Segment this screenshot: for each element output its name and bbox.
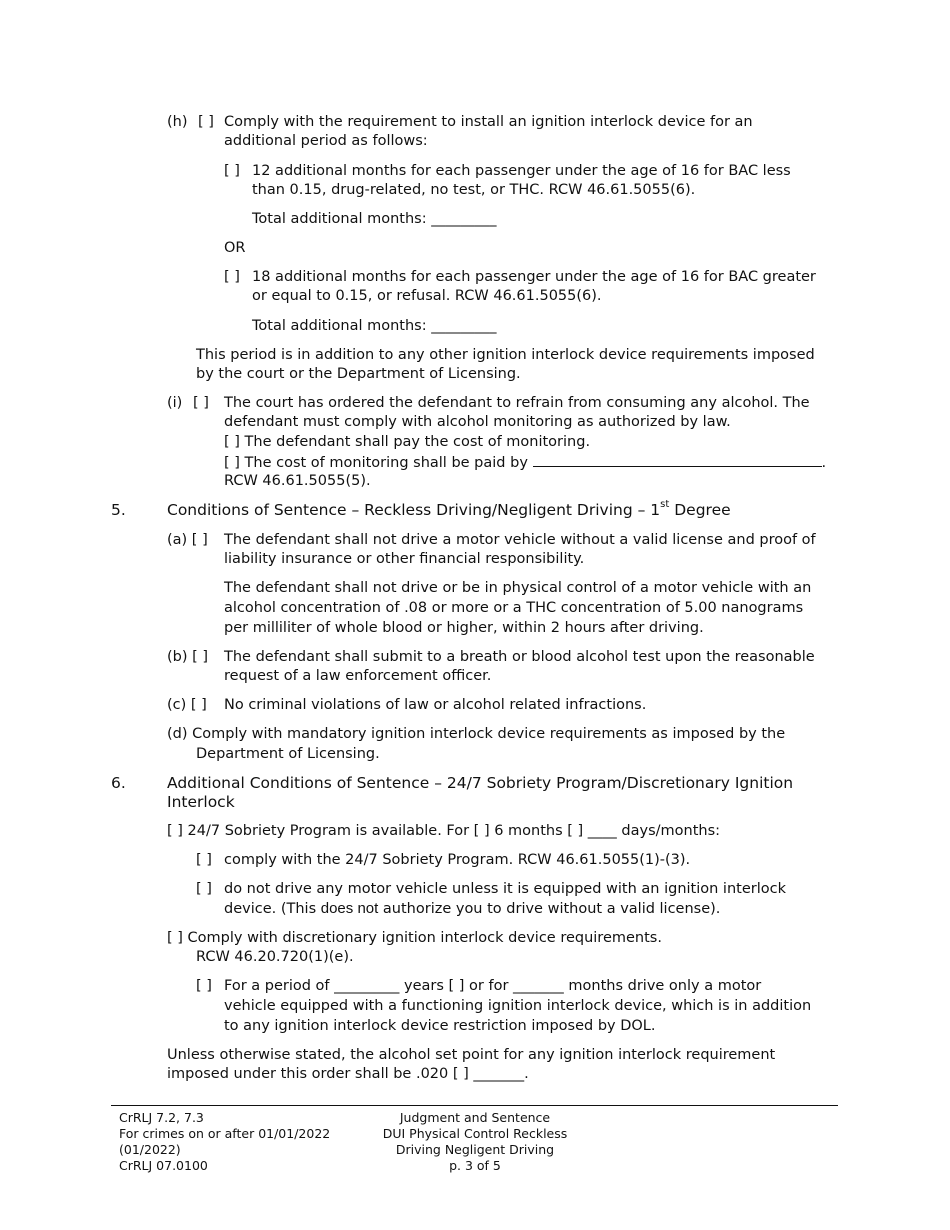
item-i-text-1: The court has ordered the defendant to refrain from consuming any alcohol. The — [224, 395, 810, 411]
section-5b-text-2: request of a law enforcement officer. — [224, 668, 492, 684]
no-drive-text-1: do not drive any motor vehicle unless it is equipped with an ignition interlock — [224, 881, 786, 897]
period-text-3: to any ignition interlock device restriction imposed by DOL. — [224, 1018, 656, 1034]
footer-page-number: p. 3 of 5 — [449, 1158, 501, 1173]
section-5a-text-1: The defendant shall not drive a motor vehicle without a valid license and proof of — [224, 532, 816, 548]
footer-divider — [111, 1105, 838, 1106]
item-i-label: (i) — [167, 395, 183, 411]
section-5-title-text: Conditions of Sentence – Reckless Driving/Negligent Driving – 1 — [167, 501, 661, 519]
footer-doc-title-3: Driving Negligent Driving — [395, 1142, 555, 1157]
item-h-total2: Total additional months: _________ — [252, 318, 497, 334]
no-drive-text-2c: authorize you to drive without a valid license). — [378, 901, 721, 917]
item-i-checkbox[interactable]: [ ] — [193, 395, 209, 411]
footer-left — [119, 1110, 330, 1174]
section-5d-text-1: (d) Comply with mandatory ignition interlock device requirements as imposed by the — [167, 726, 786, 742]
item-h-opt1-checkbox[interactable]: [ ] — [224, 163, 240, 179]
item-h-opt2-text-2: or equal to 0.15, or refusal. RCW 46.61.5055(6). — [252, 288, 602, 304]
section-5-title-end: Degree — [669, 501, 731, 519]
no-drive-text-2b: does not — [320, 900, 379, 917]
footer-revision: (01/2022) — [119, 1142, 181, 1157]
section-5d-text-2: Department of Licensing. — [196, 746, 380, 762]
comply-sobriety-checkbox[interactable]: [ ] — [196, 852, 212, 868]
set-point-text-1: Unless otherwise stated, the alcohol set point for any ignition interlock requirement — [167, 1047, 776, 1063]
no-drive-text-2a: device. (This — [224, 901, 321, 917]
no-drive-text-2 — [224, 899, 720, 919]
item-i-text-2: defendant must comply with alcohol monitoring as authorized by law. — [224, 414, 731, 430]
monitoring-payer-blank[interactable] — [533, 452, 822, 467]
item-i-sub2-end: . — [821, 455, 827, 471]
section-5a-text2-1: The defendant shall not drive or be in physical control of a motor vehicle with an — [224, 580, 812, 596]
item-h-note-1: This period is in addition to any other ignition interlock device requirements imposed — [196, 347, 815, 363]
discretionary-interlock-line[interactable]: [ ] Comply with discretionary ignition interlock device requirements. — [167, 930, 662, 946]
section-5b-label[interactable]: (b) [ ] — [167, 649, 209, 665]
section-5b-text-1: The defendant shall submit to a breath or blood alcohol test upon the reasonable — [224, 649, 815, 665]
item-h-text-2: additional period as follows: — [224, 133, 428, 149]
item-h-opt1-text-1: 12 additional months for each passenger under the age of 16 for BAC less — [252, 163, 791, 179]
footer-applicability: For crimes on or after 01/01/2022 — [119, 1126, 331, 1141]
section-6-title-1: Additional Conditions of Sentence – 24/7 Sobriety Program/Discretionary Ignition — [167, 774, 794, 792]
footer-rule: CrRLJ 7.2, 7.3 — [119, 1110, 204, 1125]
footer-form-number: CrRLJ 07.0100 — [119, 1158, 208, 1173]
discretionary-interlock-rcw: RCW 46.20.720(1)(e). — [196, 949, 354, 965]
period-text-2: vehicle equipped with a functioning ignition interlock device, which is in addition — [224, 998, 812, 1014]
section-5a-label[interactable]: (a) [ ] — [167, 532, 208, 548]
section-5a-text2-3: per milliliter of whole blood or higher, within 2 hours after driving. — [224, 620, 704, 636]
section-5-title — [167, 500, 731, 520]
item-h-text-1: Comply with the requirement to install an ignition interlock device for an — [224, 114, 753, 130]
section-5a-text-2: liability insurance or other financial responsibility. — [224, 551, 585, 567]
item-h-opt1-text-2: than 0.15, drug-related, no test, or THC. RCW 46.61.5055(6). — [252, 182, 696, 198]
section-6-number: 6. — [111, 774, 126, 792]
sobriety-program-line[interactable]: [ ] 24/7 Sobriety Program is available. For [ ] 6 months [ ] ____ days/months: — [167, 823, 721, 839]
section-5a-text2-2: alcohol concentration of .08 or more or a THC concentration of 5.00 nanograms — [224, 600, 804, 616]
footer-center — [370, 1110, 580, 1174]
set-point-text-2[interactable]: imposed under this order shall be .020 [ ] _______. — [167, 1066, 529, 1082]
section-6-title-2: Interlock — [167, 793, 235, 811]
item-h-or: OR — [224, 240, 246, 256]
item-h-opt2-text-1: 18 additional months for each passenger under the age of 16 for BAC greater — [252, 269, 816, 285]
period-checkbox[interactable]: [ ] — [196, 978, 212, 994]
section-5c-text: No criminal violations of law or alcohol related infractions. — [224, 697, 647, 713]
no-drive-checkbox[interactable]: [ ] — [196, 881, 212, 897]
item-h-note-2: by the court or the Department of Licensing. — [196, 366, 521, 382]
item-i-sub2 — [224, 452, 826, 473]
section-5-title-sup: st — [660, 499, 670, 510]
footer-doc-title-1: Judgment and Sentence — [399, 1110, 551, 1125]
item-i-sub1: [ ] The defendant shall pay the cost of monitoring. — [224, 434, 591, 450]
item-i-sub2-text: [ ] The cost of monitoring shall be paid by — [224, 455, 528, 471]
section-5c-label[interactable]: (c) [ ] — [167, 697, 207, 713]
footer-doc-title-2: DUI Physical Control Reckless — [382, 1126, 568, 1141]
section-5-number: 5. — [111, 501, 126, 519]
item-h-label: (h) — [167, 114, 188, 130]
item-i-rcw: RCW 46.61.5055(5). — [224, 473, 371, 489]
period-text-1: For a period of _________ years [ ] or for _______ months drive only a motor — [224, 978, 762, 994]
comply-sobriety-text: comply with the 24/7 Sobriety Program. RCW 46.61.5055(1)-(3). — [224, 852, 691, 868]
item-h-total1: Total additional months: _________ — [252, 211, 497, 227]
item-h-checkbox[interactable]: [ ] — [198, 114, 214, 130]
item-h-opt2-checkbox[interactable]: [ ] — [224, 269, 240, 285]
